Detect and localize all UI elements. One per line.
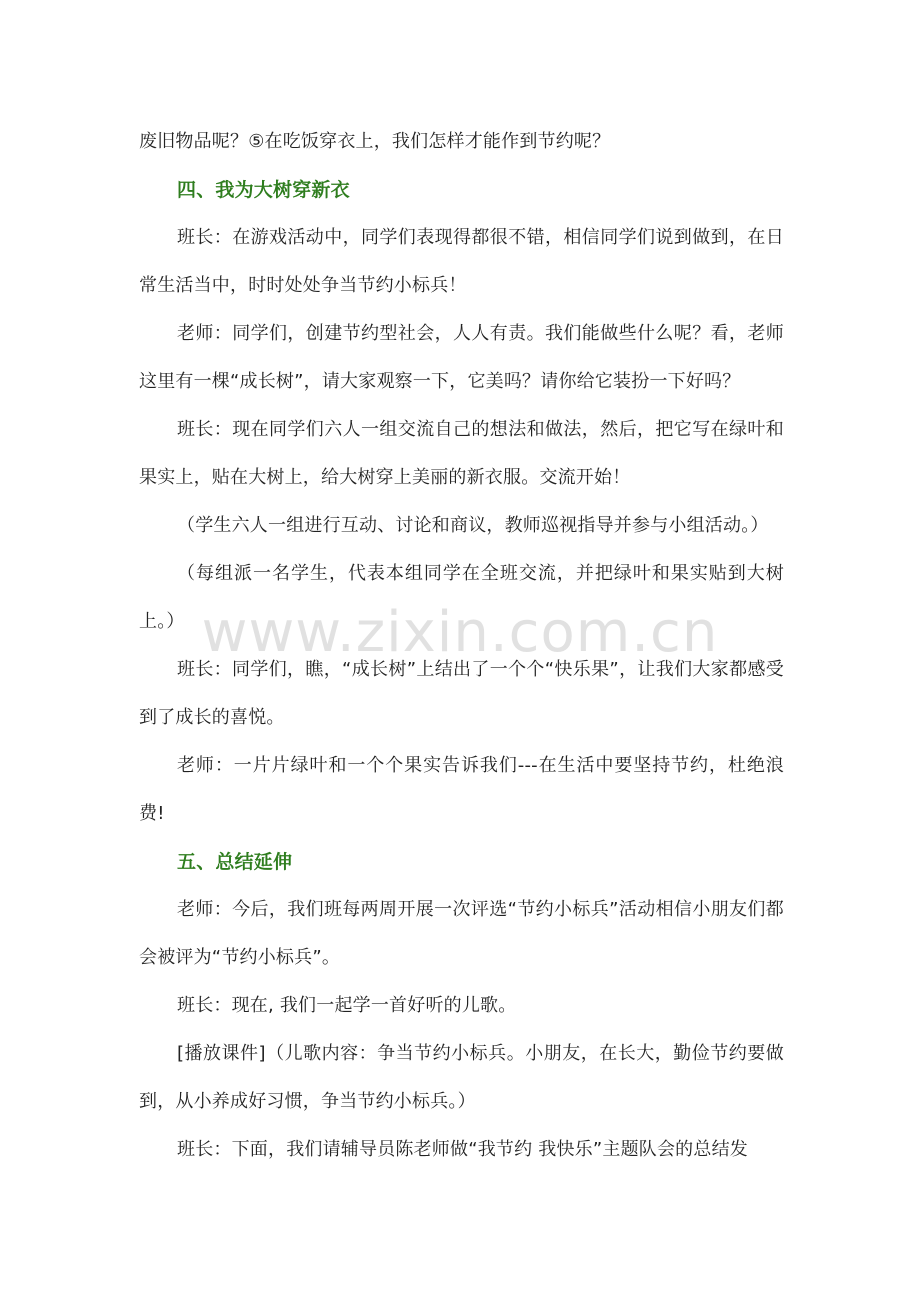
paragraph: 老师：一片片绿叶和一个个果实告诉我们---在生活中要坚持节约，杜绝浪费! xyxy=(139,755,784,824)
section-heading: 五、总结延伸 xyxy=(177,851,293,873)
paragraph: 班长：在游戏活动中，同学们表现得都很不错，相信同学们说到做到，在日常生活当中，时时处处争当节约小标兵！ xyxy=(139,227,784,296)
paragraph: 班长：现在同学们六人一组交流自己的想法和做法，然后，把它写在绿叶和果实上，贴在大树上，给大树穿上美丽的新衣服。交流开始！ xyxy=(139,419,784,488)
section-heading: 四、我为大树穿新衣 xyxy=(177,179,350,201)
paragraph: [播放课件]（儿歌内容：争当节约小标兵。小朋友，在长大，勤俭节约要做到，从小养成好习惯，争当节约小标兵。） xyxy=(139,1043,784,1112)
paragraph: 班长：同学们，瞧，“成长树”上结出了一个个“快乐果”，让我们大家都感受到了成长的喜悦。 xyxy=(139,659,784,728)
paragraph: 班长：下面，我们请辅导员陈老师做“我节约 我快乐”主题队会的总结发 xyxy=(177,1139,748,1160)
paragraph: 班长：现在, 我们一起学一首好听的儿歌。 xyxy=(177,995,517,1016)
paragraph: 老师：同学们，创建节约型社会，人人有责。我们能做些什么呢？看，老师这里有一棵“成长树”，请大家观察一下，它美吗？请你给它装扮一下好吗？ xyxy=(139,323,784,392)
paragraph: （学生六人一组进行互动、讨论和商议，教师巡视指导并参与小组活动。） xyxy=(177,515,769,536)
paragraph: 老师：今后，我们班每两周开展一次评选“节约小标兵”活动相信小朋友们都会被评为“节约小标兵”。 xyxy=(139,899,784,968)
document-body xyxy=(139,118,784,1174)
paragraph: 废旧物品呢？⑤在吃饭穿衣上，我们怎样才能作到节约呢？ xyxy=(139,131,611,152)
paragraph: （每组派一名学生，代表本组同学在全班交流，并把绿叶和果实贴到大树上。） xyxy=(139,563,784,632)
watermark: www.zixin.com.cn xyxy=(201,600,719,665)
